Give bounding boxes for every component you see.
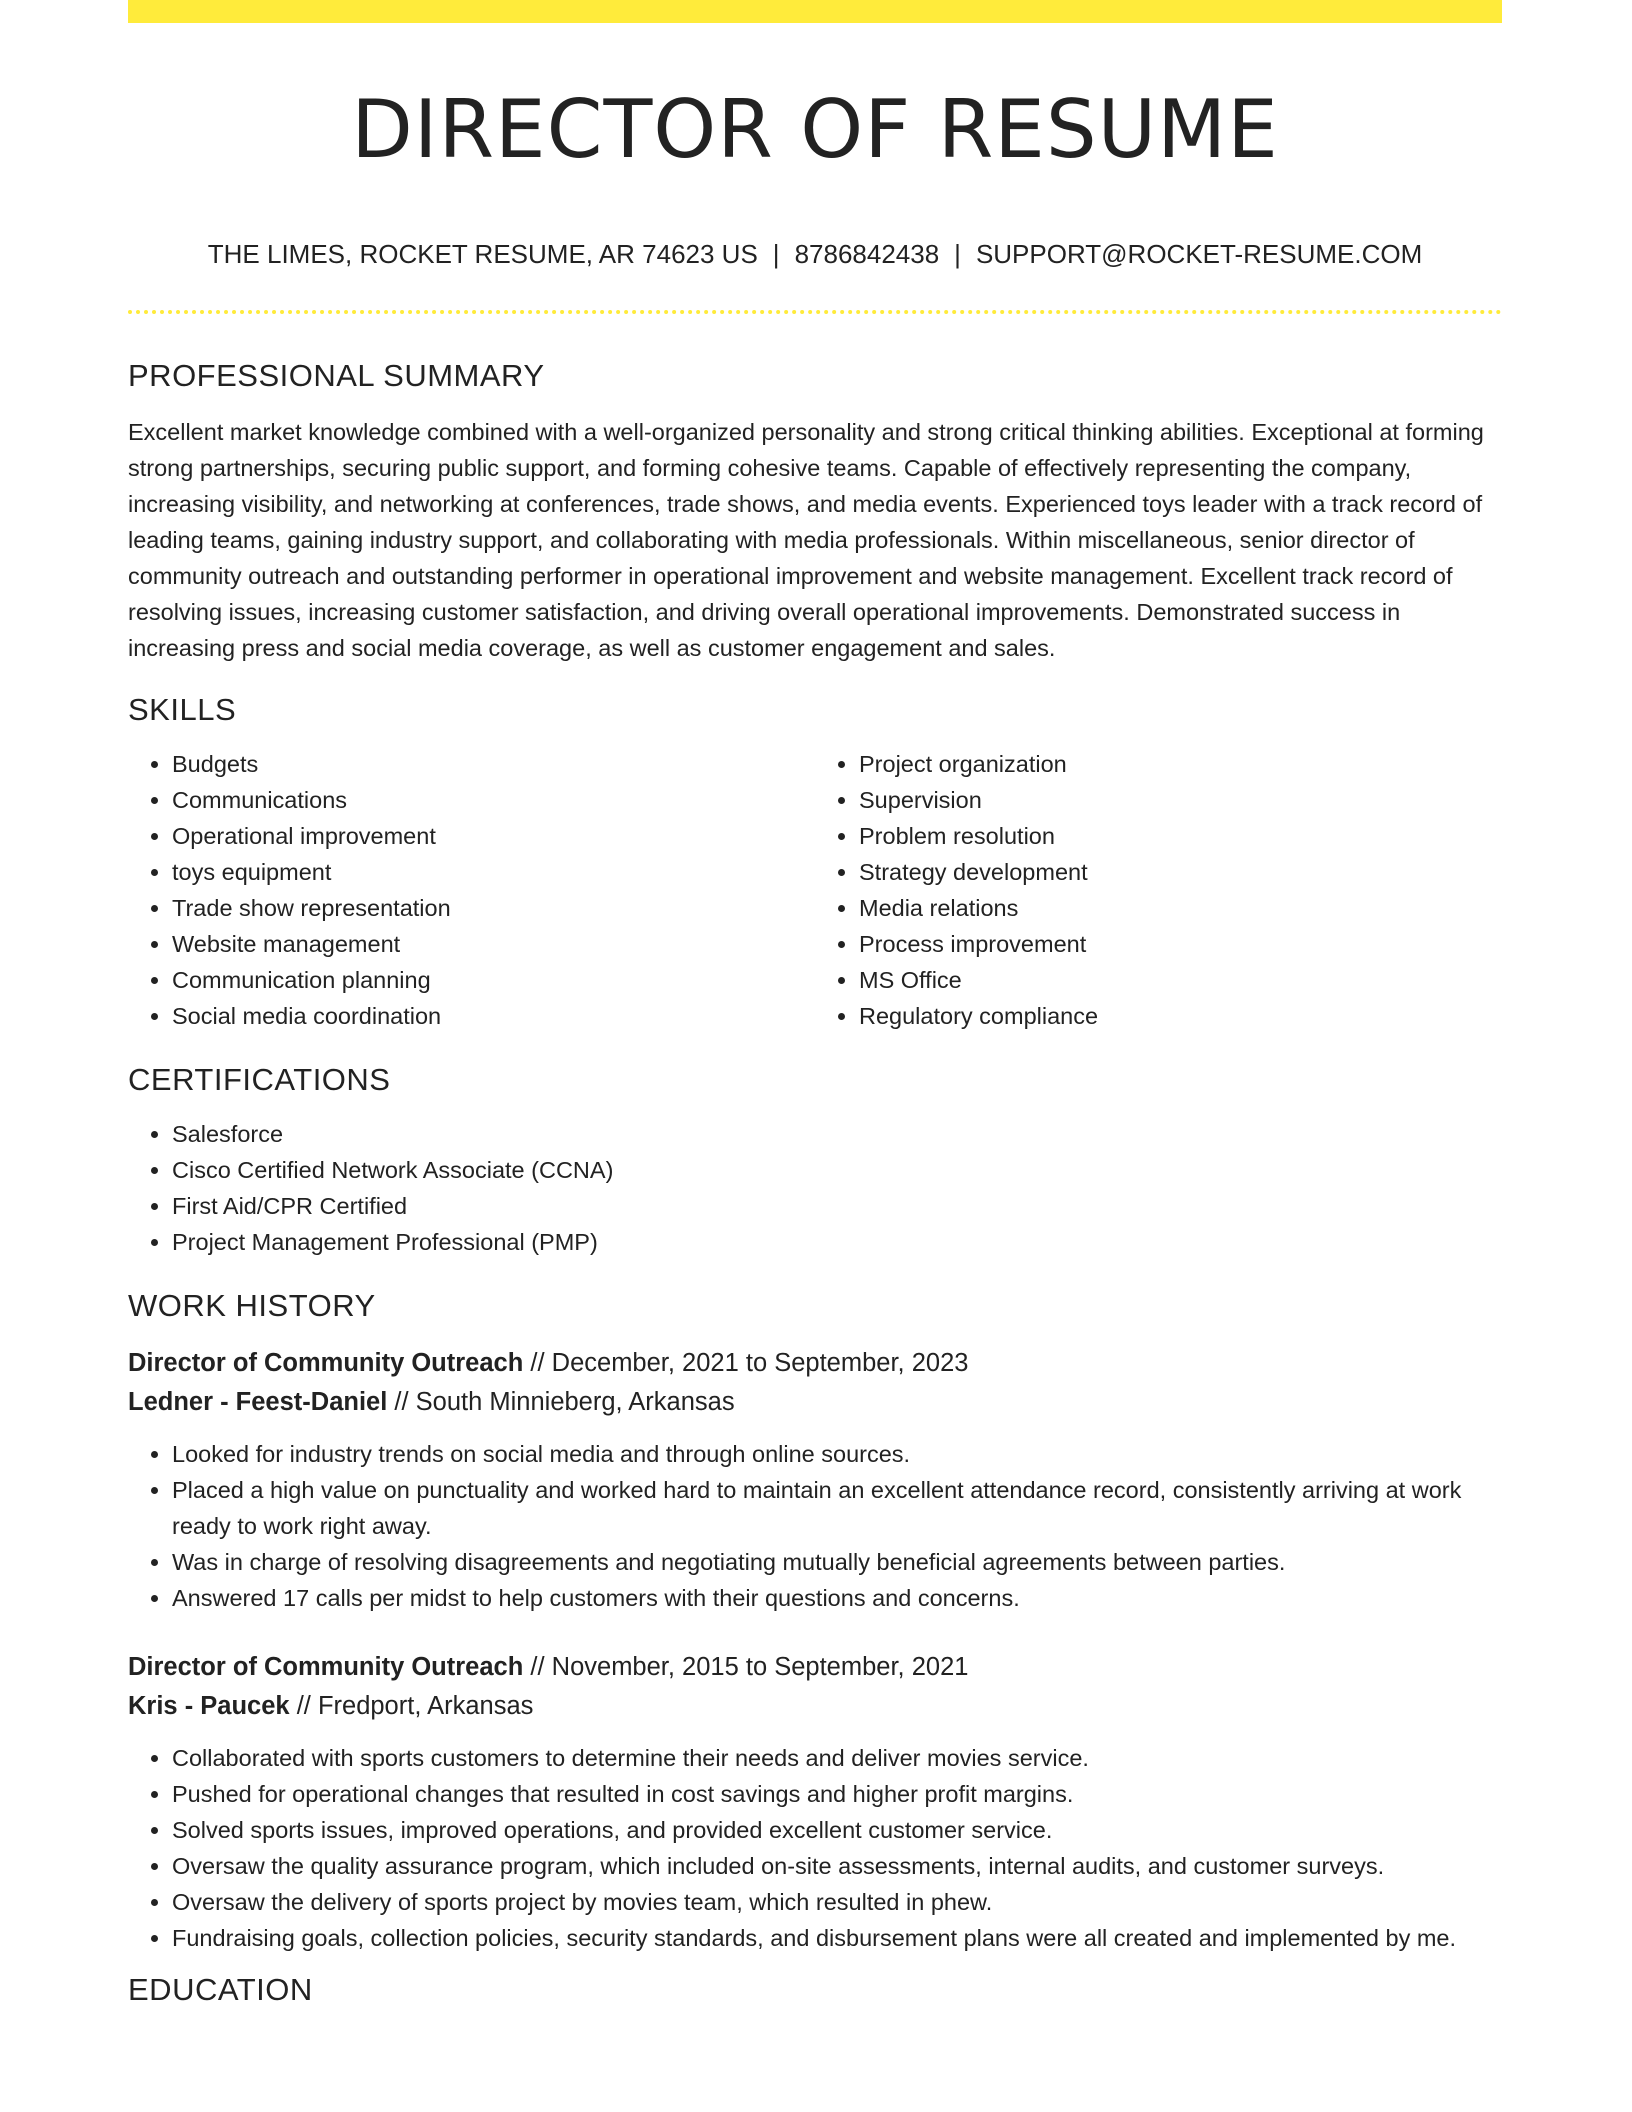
- certifications-section: [128, 1060, 1502, 1260]
- certification-item: • Cisco Certified Network Associate (CCNA): [172, 1152, 1502, 1188]
- certification-item: • Project Management Professional (PMP): [172, 1224, 1502, 1260]
- skill-item: • Process improvement: [859, 926, 1502, 962]
- certifications-heading: CERTIFICATIONS: [128, 1062, 391, 1097]
- job-bullet: • Answered 17 calls per midst to help customers with their questions and concerns.: [172, 1580, 1502, 1616]
- skill-item: • Supervision: [859, 782, 1502, 818]
- work-history-section: [128, 1286, 1502, 1956]
- job-dates: // December, 2021 to September, 2023: [530, 1349, 969, 1377]
- summary-text: Excellent market knowledge combined with a well-organized personality and strong critical thinking abilities. Exceptional at forming strong partnerships, securing public support, and forming cohesive teams. Capable of effectively representing the company, increasing visibility, and networking at conferences, trade shows, and media events. Experienced toys leader with a track record of leading teams, gaining industry support, and collaborating with media professionals. Within miscellaneous, senior director of community outreach and outstanding performer in operational improvement and website management. Excellent track record of resolving issues, increasing customer satisfaction, and driving overall operational improvements. Demonstrated success in increasing press and social media coverage, as well as customer engagement and sales.: [128, 419, 1484, 661]
- job-title-line: [128, 1648, 1502, 1687]
- skill-item: • Problem resolution: [859, 818, 1502, 854]
- skill-item: • Budgets: [172, 746, 815, 782]
- job-bullet: • Oversaw the delivery of sports project by movies team, which resulted in phew.: [172, 1884, 1502, 1920]
- skill-item: • MS Office: [859, 962, 1502, 998]
- skill-item: • Regulatory compliance: [859, 998, 1502, 1034]
- job-entry: [128, 1344, 1502, 1616]
- certification-item: • Salesforce: [172, 1116, 1502, 1152]
- job-entry: [128, 1648, 1502, 1956]
- skill-item: • Website management: [172, 926, 815, 962]
- contact-phone: 8786842438: [794, 239, 940, 269]
- job-bullet: • Oversaw the quality assurance program, which included on-site assessments, internal audits, and customer surveys.: [172, 1848, 1502, 1884]
- resume-name: DIRECTOR OF RESUME: [351, 83, 1279, 176]
- work-history-heading: WORK HISTORY: [128, 1288, 376, 1323]
- job-bullet: • Fundraising goals, collection policies, security standards, and disbursement plans were all created and implemented by me.: [172, 1920, 1502, 1956]
- skills-section: [128, 690, 1502, 1034]
- job-bullet: • Collaborated with sports customers to determine their needs and deliver movies service.: [172, 1740, 1502, 1776]
- job-bullet: • Solved sports issues, improved operations, and provided excellent customer service.: [172, 1812, 1502, 1848]
- skills-list-right: [815, 746, 1502, 1034]
- job-title-line: [128, 1344, 1502, 1383]
- job-title: Director of Community Outreach: [128, 1653, 524, 1681]
- job-bullet: • Placed a high value on punctuality and worked hard to maintain an excellent attendance record, consistently arriving at work ready to work right away.: [172, 1472, 1502, 1544]
- job-location: // Fredport, Arkansas: [296, 1692, 534, 1720]
- skill-item: • Strategy development: [859, 854, 1502, 890]
- skill-item: • Communications: [172, 782, 815, 818]
- summary-heading: PROFESSIONAL SUMMARY: [128, 358, 545, 393]
- education-heading: EDUCATION: [128, 1972, 313, 2007]
- skills-list-left: [128, 746, 815, 1034]
- job-bullets: [128, 1436, 1502, 1616]
- job-company: Kris - Paucek: [128, 1692, 290, 1720]
- skills-columns: [128, 746, 1502, 1034]
- contact-email: SUPPORT@ROCKET-RESUME.COM: [975, 239, 1423, 269]
- contact-address: THE LIMES, ROCKET RESUME, AR 74623 US: [207, 239, 758, 269]
- job-company: Ledner - Feest-Daniel: [128, 1388, 388, 1416]
- job-bullet: • Pushed for operational changes that resulted in cost savings and higher profit margins.: [172, 1776, 1502, 1812]
- dotted-divider: [128, 310, 1502, 314]
- skill-item: • Trade show representation: [172, 890, 815, 926]
- job-title: Director of Community Outreach: [128, 1349, 524, 1377]
- summary-section: [128, 356, 1502, 666]
- job-bullet: • Looked for industry trends on social media and through online sources.: [172, 1436, 1502, 1472]
- contact-line: [128, 236, 1502, 272]
- skill-item: • Social media coordination: [172, 998, 815, 1034]
- certification-item: • First Aid/CPR Certified: [172, 1188, 1502, 1224]
- education-section: [128, 1970, 1502, 2010]
- resume-content: [128, 0, 1502, 2010]
- certifications-list: [128, 1116, 1502, 1260]
- job-company-line: [128, 1383, 1502, 1422]
- job-bullet: • Was in charge of resolving disagreements and negotiating mutually beneficial agreements between parties.: [172, 1544, 1502, 1580]
- job-dates: // November, 2015 to September, 2021: [530, 1653, 969, 1681]
- skill-item: • Project organization: [859, 746, 1502, 782]
- contact-separator: |: [772, 239, 780, 269]
- job-bullets: [128, 1740, 1502, 1956]
- skills-heading: SKILLS: [128, 692, 237, 727]
- job-company-line: [128, 1687, 1502, 1726]
- skill-item: • toys equipment: [172, 854, 815, 890]
- skill-item: • Communication planning: [172, 962, 815, 998]
- contact-separator: |: [954, 239, 961, 269]
- job-location: // South Minnieberg, Arkansas: [394, 1388, 735, 1416]
- skill-item: • Operational improvement: [172, 818, 815, 854]
- skill-item: • Media relations: [859, 890, 1502, 926]
